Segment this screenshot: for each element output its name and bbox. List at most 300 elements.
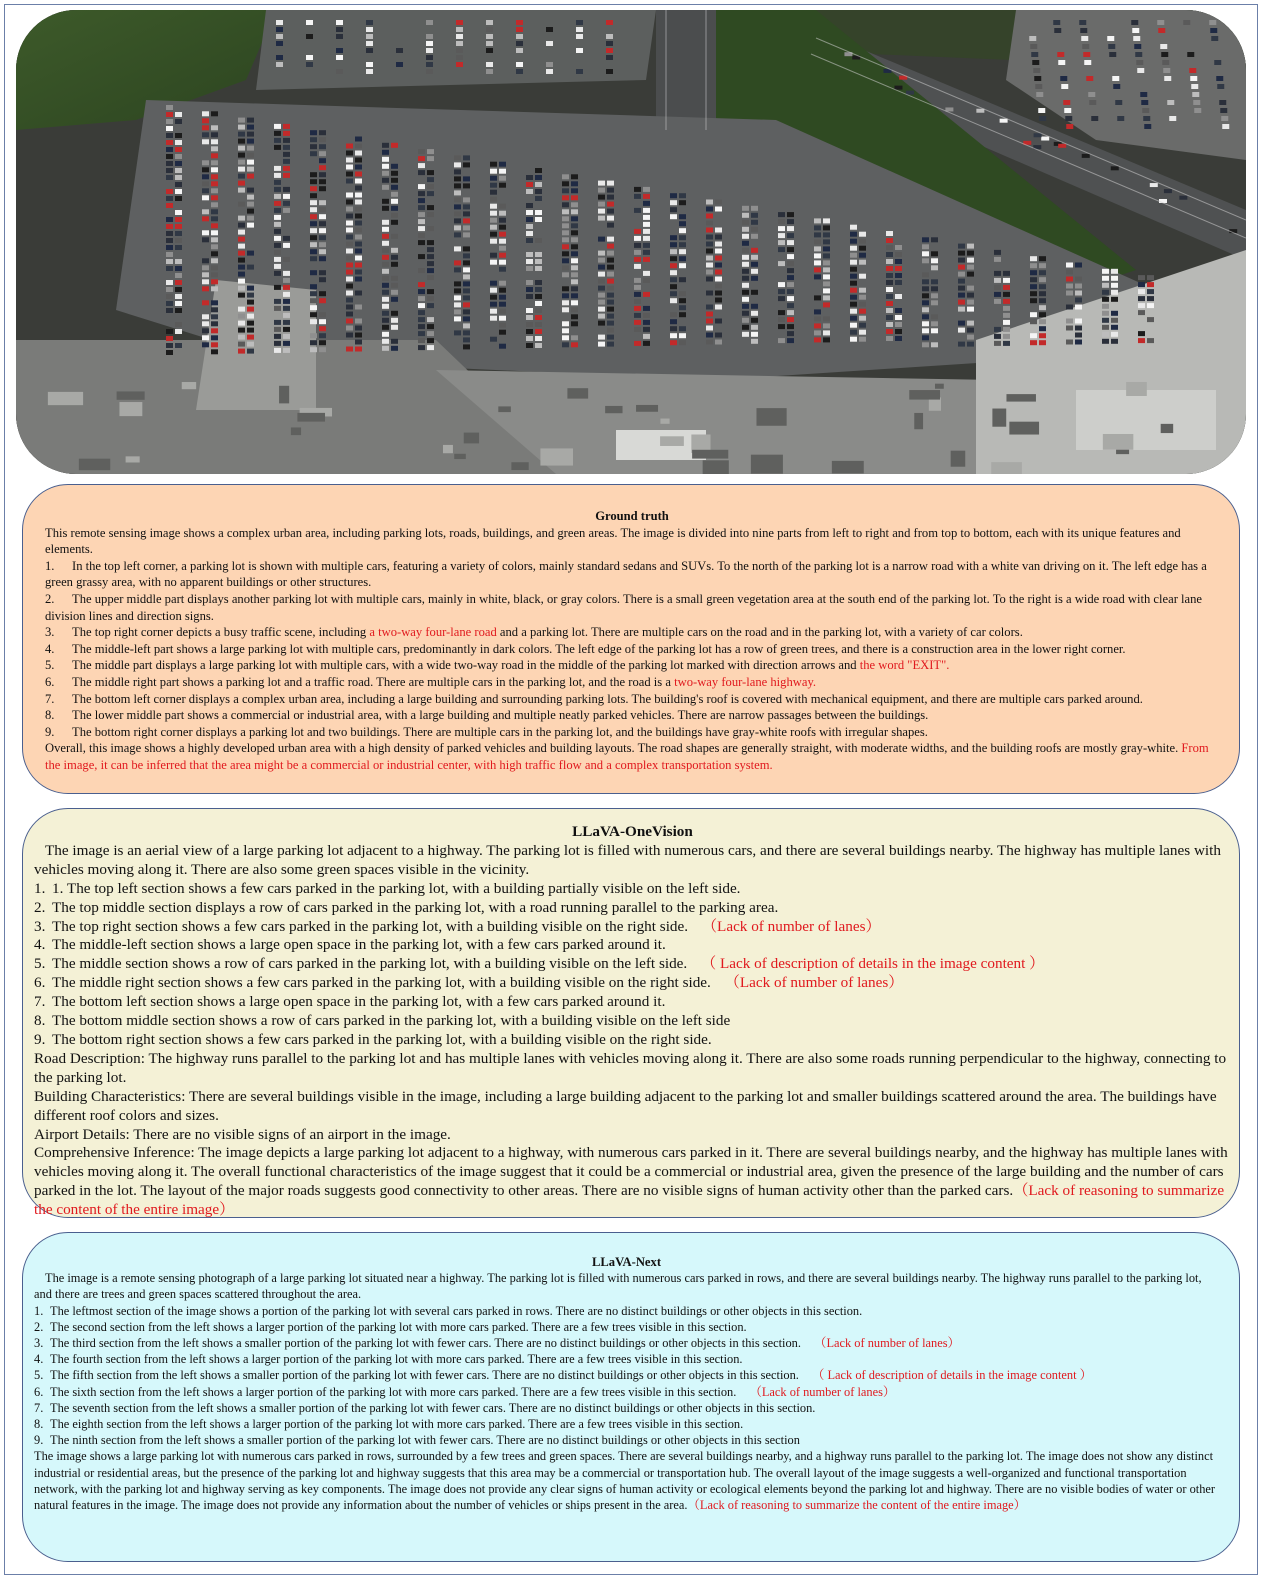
parked-car <box>355 193 362 198</box>
parked-car <box>1167 100 1174 105</box>
parked-car <box>643 215 650 220</box>
parked-car <box>382 283 389 288</box>
parked-car <box>499 162 506 167</box>
parked-car <box>535 182 542 187</box>
parked-car <box>454 211 461 216</box>
parked-car <box>607 335 614 340</box>
parked-car <box>382 325 389 330</box>
parked-car <box>355 291 362 296</box>
parked-car <box>1221 116 1228 121</box>
parked-car <box>606 69 613 74</box>
parked-car <box>1187 52 1194 57</box>
parked-car <box>967 258 974 263</box>
parked-car <box>778 212 785 217</box>
parked-car <box>598 181 605 186</box>
parked-car <box>274 124 281 129</box>
parked-car <box>1054 28 1061 33</box>
parked-car <box>607 181 614 186</box>
ground-truth-panel <box>22 484 1240 794</box>
parked-car <box>715 284 722 289</box>
parked-car <box>1217 84 1224 89</box>
parked-car <box>679 249 686 254</box>
parked-car <box>355 270 362 275</box>
parked-car <box>1141 100 1148 105</box>
llava-onevision-item-number: 3. <box>34 917 46 935</box>
parked-car <box>382 206 389 211</box>
parked-car <box>886 231 893 236</box>
parked-car <box>166 343 173 348</box>
parked-car <box>643 201 650 206</box>
parked-car <box>1138 275 1145 280</box>
parked-car <box>346 270 353 275</box>
ground-truth-item <box>45 641 1219 658</box>
llava-onevision-item-number: 4. <box>34 936 46 954</box>
parked-car <box>607 258 614 263</box>
parked-car <box>490 211 497 216</box>
parked-car <box>274 131 281 136</box>
parked-car <box>382 143 389 148</box>
parked-car <box>895 273 902 278</box>
parked-car <box>1191 84 1198 89</box>
parked-car <box>166 217 173 222</box>
parked-car <box>283 187 290 192</box>
parked-car <box>346 277 353 282</box>
llava-next-item <box>34 1384 1219 1400</box>
parked-car <box>606 20 613 25</box>
highway-vehicle <box>976 109 984 113</box>
parked-car <box>679 326 686 331</box>
parked-car <box>706 221 713 226</box>
parked-car <box>670 256 677 261</box>
parked-car <box>355 221 362 226</box>
parked-car <box>418 149 425 154</box>
parked-car <box>319 298 326 303</box>
parked-car <box>931 300 938 305</box>
parked-car <box>454 197 461 202</box>
parked-car <box>958 328 965 333</box>
parked-car <box>211 181 218 186</box>
parked-car <box>967 265 974 270</box>
parked-car <box>535 189 542 194</box>
parked-car <box>382 234 389 239</box>
parked-car <box>643 194 650 199</box>
parked-car <box>202 216 209 221</box>
parked-car <box>535 252 542 257</box>
parked-car <box>958 307 965 312</box>
parked-car <box>346 284 353 289</box>
rooftop-structure <box>660 436 684 446</box>
parked-car <box>175 224 182 229</box>
parked-car <box>166 189 173 194</box>
parked-car <box>211 188 218 193</box>
parked-car <box>490 197 497 202</box>
parked-car <box>850 323 857 328</box>
parked-car <box>607 265 614 270</box>
ground-truth-item-text: The middle right part shows a parking lot and a traffic road. There are multiple cars in the parking lot, and the road is a <box>72 674 675 689</box>
parked-car <box>211 265 218 270</box>
parked-car <box>598 293 605 298</box>
parked-car <box>1192 92 1199 97</box>
parked-car <box>391 220 398 225</box>
rooftop-structure <box>119 402 142 416</box>
llava-next-item-text: The fourth section from the left shows a larger portion of the parking lot with more cars parked. There are a few trees visible in this section. <box>50 1352 743 1367</box>
parked-car <box>1003 334 1010 339</box>
parked-car <box>276 34 283 39</box>
rooftop-structure <box>1103 434 1133 450</box>
parked-car <box>886 245 893 250</box>
parked-car <box>202 132 209 137</box>
parked-car <box>778 247 785 252</box>
parked-car <box>715 277 722 282</box>
llava-onevision-item <box>34 880 1231 899</box>
parked-car <box>166 224 173 229</box>
parked-car <box>382 199 389 204</box>
llava-onevision-item-highlight: （Lack of number of lanes） <box>720 974 904 992</box>
parked-car <box>922 272 929 277</box>
parked-car <box>166 259 173 264</box>
parked-car <box>1061 84 1068 89</box>
parked-car <box>175 168 182 173</box>
parked-car <box>454 204 461 209</box>
parked-car <box>562 195 569 200</box>
parked-car <box>1102 339 1109 344</box>
parked-car <box>1039 312 1046 317</box>
llava-next-item <box>34 1367 1219 1383</box>
rooftop-structure <box>1009 422 1039 435</box>
parked-car <box>355 172 362 177</box>
parked-car <box>418 289 425 294</box>
parked-car <box>175 273 182 278</box>
parked-car <box>1189 68 1196 73</box>
parked-car <box>274 215 281 220</box>
parked-car <box>1134 44 1141 49</box>
parked-car <box>166 266 173 271</box>
parked-car <box>634 292 641 297</box>
parked-car <box>679 277 686 282</box>
parked-car <box>486 41 493 46</box>
parked-car <box>355 158 362 163</box>
parked-car <box>166 161 173 166</box>
parked-car <box>202 314 209 319</box>
parked-car <box>535 336 542 341</box>
parked-car <box>1132 28 1139 33</box>
parked-car <box>382 227 389 232</box>
parked-car <box>211 272 218 277</box>
parked-car <box>274 145 281 150</box>
parked-car <box>274 222 281 227</box>
parked-car <box>967 286 974 291</box>
parked-car <box>787 226 794 231</box>
parked-car <box>427 261 434 266</box>
parked-car <box>274 334 281 339</box>
parked-car <box>670 270 677 275</box>
parked-car <box>490 169 497 174</box>
parked-car <box>211 125 218 130</box>
parked-car <box>1039 277 1046 282</box>
parked-car <box>742 262 749 267</box>
parked-car <box>562 237 569 242</box>
parked-car <box>247 160 254 165</box>
parked-car <box>319 270 326 275</box>
rooftop-structure <box>182 382 196 389</box>
llava-next-item-number: 6. <box>34 1384 44 1399</box>
parked-car <box>607 272 614 277</box>
parked-car <box>175 182 182 187</box>
parked-car <box>778 289 785 294</box>
parked-car <box>382 346 389 351</box>
ground-truth-item-text: The middle part displays a large parking lot with multiple cars, with a wide two-way road in the middle of the parking lot marked with direction arrows and <box>72 658 860 673</box>
parked-car <box>823 218 830 223</box>
parked-car <box>247 321 254 326</box>
parked-car <box>1039 284 1046 289</box>
parked-car <box>562 293 569 298</box>
parked-car <box>598 335 605 340</box>
parked-car <box>1138 338 1145 343</box>
parked-car <box>679 263 686 268</box>
parked-car <box>175 231 182 236</box>
parked-car <box>202 174 209 179</box>
parked-car <box>490 183 497 188</box>
parked-car <box>426 41 433 46</box>
parked-car <box>238 188 245 193</box>
parked-car <box>670 214 677 219</box>
parked-car <box>319 186 326 191</box>
parked-car <box>499 309 506 314</box>
parked-car <box>535 294 542 299</box>
parked-car <box>526 175 533 180</box>
ground-truth-item-text: The bottom right corner displays a parking lot and two buildings. There are multiple cars in the parking lot, and the buildings have gray-white roofs with irregular shapes. <box>72 724 928 739</box>
parked-car <box>175 280 182 285</box>
parked-car <box>166 133 173 138</box>
ground-truth-item-number: 9. <box>45 724 55 739</box>
parked-car <box>706 333 713 338</box>
parked-car <box>355 186 362 191</box>
parked-car <box>463 344 470 349</box>
parked-car <box>571 335 578 340</box>
parked-car <box>598 342 605 347</box>
parked-car <box>202 139 209 144</box>
parked-car <box>643 313 650 318</box>
parked-car <box>427 226 434 231</box>
parked-car <box>211 300 218 305</box>
parked-car <box>994 250 1001 255</box>
parked-car <box>598 272 605 277</box>
parked-car <box>319 207 326 212</box>
parked-car <box>418 226 425 231</box>
parked-car <box>426 62 433 67</box>
parked-car <box>238 230 245 235</box>
llava-onevision-building: Building Characteristics: There are several buildings visible in the image, including a large building adjacent to the parking lot and smaller buildings scattered around the area. The buildings have different roof colors and sizes. <box>34 1087 1217 1124</box>
parked-car <box>886 259 893 264</box>
parked-car <box>931 265 938 270</box>
parked-car <box>1075 284 1082 289</box>
llava-onevision-inference-text: Comprehensive Inference: The image depicts a large parking lot adjacent to a highway, with numerous cars parked in it. There are several buildings nearby, and the highway has multiple lanes with vehicles moving along it. The overall functional characteristics of the image suggest that it could be a commercial or industrial area, given the presence of the large building and the number of cars parked in the lot. The layout of the major roads suggests good connectivity to other areas. There are no visible signs of human activity other than the parked cars. <box>34 1144 1228 1200</box>
parked-car <box>562 188 569 193</box>
parked-car <box>463 162 470 167</box>
llava-next-item <box>34 1432 1219 1448</box>
parked-car <box>1039 326 1046 331</box>
parked-car <box>391 178 398 183</box>
parked-car <box>787 268 794 273</box>
parked-car <box>526 189 533 194</box>
rooftop-structure <box>756 408 786 426</box>
parked-car <box>456 41 463 46</box>
parked-car <box>499 260 506 265</box>
parked-car <box>418 310 425 315</box>
parked-car <box>634 278 641 283</box>
parked-car <box>238 216 245 221</box>
parked-car <box>202 118 209 123</box>
parked-car <box>283 313 290 318</box>
parked-car <box>427 205 434 210</box>
parked-car <box>274 180 281 185</box>
parked-car <box>850 239 857 244</box>
parked-car <box>931 328 938 333</box>
parked-car <box>247 125 254 130</box>
parked-car <box>490 316 497 321</box>
parked-car <box>319 319 326 324</box>
parked-car <box>166 329 173 334</box>
parked-car <box>1147 317 1154 322</box>
parked-car <box>310 186 317 191</box>
parked-car <box>1039 116 1046 121</box>
llava-onevision-item <box>34 899 1231 918</box>
rooftop-structure <box>464 433 479 444</box>
parked-car <box>418 219 425 224</box>
ground-truth-item-highlight: two-way four-lane highway. <box>674 674 817 689</box>
llava-next-item <box>34 1319 1219 1335</box>
parked-car <box>310 242 317 247</box>
parked-car <box>166 147 173 152</box>
parked-car <box>1088 92 1095 97</box>
parked-car <box>499 316 506 321</box>
parked-car <box>1030 298 1037 303</box>
parked-car <box>886 287 893 292</box>
parked-car <box>1211 36 1218 41</box>
ground-truth-item-number: 1. <box>45 558 55 573</box>
llava-onevision-item <box>34 955 1231 974</box>
parked-car <box>1066 340 1073 345</box>
parked-car <box>823 225 830 230</box>
parked-car <box>922 342 929 347</box>
ground-truth-overall-highlight: From the image, it can be inferred that the area might be a commercial or industrial center, with high traffic flow and a complex transportation system. <box>45 741 1209 772</box>
parked-car <box>562 216 569 221</box>
parked-car <box>486 69 493 74</box>
parked-car <box>355 137 362 142</box>
parked-car <box>850 309 857 314</box>
highway-vehicle <box>1179 196 1187 200</box>
parked-car <box>238 279 245 284</box>
parked-car <box>634 341 641 346</box>
parked-car <box>1030 263 1037 268</box>
parked-car <box>310 172 317 177</box>
parked-car <box>859 309 866 314</box>
parked-car <box>202 188 209 193</box>
parked-car <box>175 133 182 138</box>
parked-car <box>283 208 290 213</box>
parked-car <box>634 257 641 262</box>
parked-car <box>715 242 722 247</box>
parked-car <box>1108 44 1115 49</box>
parked-car <box>850 260 857 265</box>
parked-car <box>454 218 461 223</box>
parked-car <box>850 288 857 293</box>
parked-car <box>166 105 173 110</box>
parked-car <box>670 193 677 198</box>
llava-onevision-item-number: 6. <box>34 974 46 992</box>
parked-car <box>922 300 929 305</box>
parked-car <box>175 245 182 250</box>
parked-car <box>546 62 553 67</box>
parked-car <box>859 232 866 237</box>
parked-car <box>211 279 218 284</box>
parked-car <box>1036 92 1043 97</box>
parked-car <box>274 201 281 206</box>
llava-onevision-item-highlight: （Lack of number of lanes） <box>698 917 881 935</box>
parked-car <box>643 236 650 241</box>
parked-car <box>742 269 749 274</box>
parked-car <box>247 195 254 200</box>
parked-car <box>1058 60 1065 65</box>
llava-next-list <box>34 1303 1219 1449</box>
parked-car <box>382 262 389 267</box>
parked-car <box>679 221 686 226</box>
parked-car <box>490 253 497 258</box>
rooftop-structure <box>1126 382 1147 396</box>
parked-car <box>283 159 290 164</box>
parked-car <box>1003 278 1010 283</box>
parked-car <box>1034 76 1041 81</box>
parked-car <box>958 279 965 284</box>
ground-truth-item-number: 8. <box>45 708 55 723</box>
parked-car <box>1210 28 1217 33</box>
llava-onevision-list <box>34 880 1231 1050</box>
parked-car <box>562 181 569 186</box>
parked-car <box>670 277 677 282</box>
parked-car <box>175 196 182 201</box>
parked-car <box>310 291 317 296</box>
parked-car <box>456 27 463 32</box>
parked-car <box>598 195 605 200</box>
parked-car <box>238 223 245 228</box>
parked-car <box>211 174 218 179</box>
parked-car <box>967 321 974 326</box>
parked-car <box>427 289 434 294</box>
parked-car <box>382 248 389 253</box>
parked-car <box>355 144 362 149</box>
parked-car <box>823 239 830 244</box>
parked-car <box>427 275 434 280</box>
parked-car <box>391 311 398 316</box>
parked-car <box>499 330 506 335</box>
parked-car <box>814 253 821 258</box>
parked-car <box>706 326 713 331</box>
parked-car <box>499 295 506 300</box>
parked-car <box>634 208 641 213</box>
parked-car <box>310 312 317 317</box>
parked-car <box>499 183 506 188</box>
parked-car <box>463 267 470 272</box>
parked-car <box>967 272 974 277</box>
parked-car <box>535 217 542 222</box>
parked-car <box>499 211 506 216</box>
parked-car <box>643 222 650 227</box>
parked-car <box>571 195 578 200</box>
parked-car <box>391 283 398 288</box>
parked-car <box>310 284 317 289</box>
parked-car <box>751 206 758 211</box>
parked-car <box>1138 303 1145 308</box>
